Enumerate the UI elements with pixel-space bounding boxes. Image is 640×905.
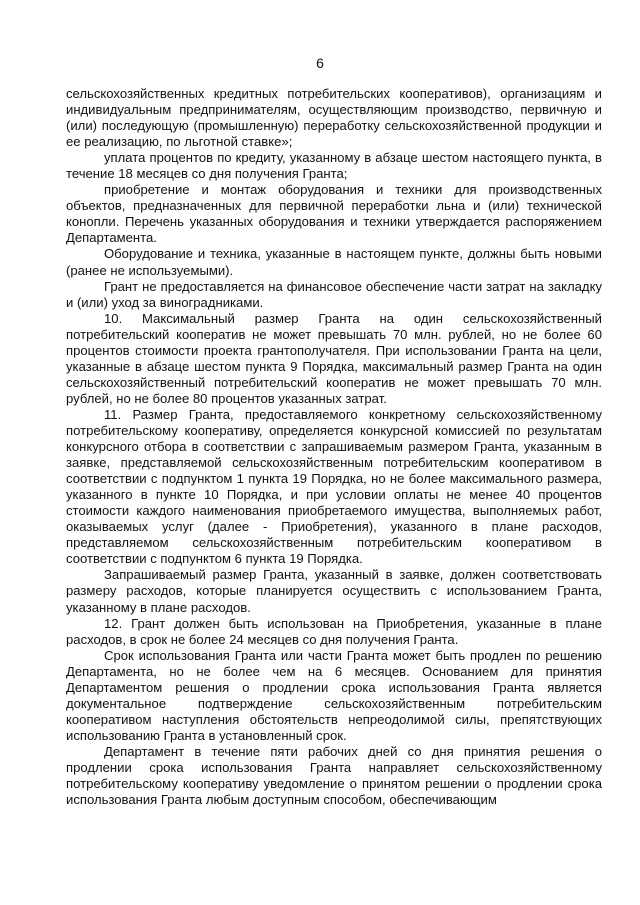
- paragraph-1: сельскохозяйственных кредитных потребительских кооперативов), организациям и индивидуальным предпринимателям, осуществляющим производство, первичную и (или) последующую (промышленную) переработку сельскохозяйственной продукции и ее реализацию, по льготной ставке»;: [66, 86, 602, 150]
- paragraph-10: Срок использования Гранта или части Гранта может быть продлен по решению Департамента, но не более чем на 6 месяцев. Основанием для принятия Департаментом решения о продлении срока использования Гранта является документальное подтверждение сельскохозяйственным потребительским кооперативом наступления обстоятельств непреодолимой силы, препятствующих использованию Гранта в установленный срок.: [66, 647, 602, 743]
- paragraph-9: 12. Грант должен быть использован на Приобретения, указанные в плане расходов, в срок не более 24 месяцев со дня получения Гранта.: [66, 615, 602, 647]
- paragraph-11: Департамент в течение пяти рабочих дней со дня принятия решения о продлении срока использования Гранта направляет сельскохозяйственному потребительскому кооперативу уведомление о принятом решении о продлении срока использования Гранта любым доступным способом, обеспечивающим: [66, 743, 602, 808]
- paragraph-4: Оборудование и техника, указанные в настоящем пункте, должны быть новыми (ранее не используемыми).: [66, 246, 602, 278]
- page-number: 6: [316, 55, 324, 71]
- paragraph-6: 10. Максимальный размер Гранта на один сельскохозяйственный потребительский кооператив не может превышать 70 млн. рублей, но не более 60 процентов стоимости проекта грантополучателя. При использовании Гранта на цели, указанные в абзаце шестом пункта 9 Порядка, максимальный размер Гранта на один сельскохозяйственный потребительский кооператив не может превышать 70 млн. рублей, но не более 80 процентов указанных затрат.: [66, 310, 602, 406]
- paragraph-8: Запрашиваемый размер Гранта, указанный в заявке, должен соответствовать размеру расходов, которые планируется осуществить с использованием Гранта, указанному в плане расходов.: [66, 567, 602, 615]
- paragraph-5: Грант не предоставляется на финансовое обеспечение части затрат на закладку и (или) уход за виноградниками.: [66, 278, 602, 310]
- paragraph-2: уплата процентов по кредиту, указанному в абзаце шестом настоящего пункта, в течение 18 месяцев со дня получения Гранта;: [66, 150, 602, 182]
- paragraph-7: 11. Размер Гранта, предоставляемого конкретному сельскохозяйственному потребительскому кооперативу, определяется конкурсной комиссией по результатам конкурсного отбора в соответствии с запрашиваемым размером Гранта, указанным в заявке, представляемой сельскохозяйственным потребительским кооперативом в соответствии с подпунктом 1 пункта 19 Порядка, но не более максимального размера, указанного в пункте 10 Порядка, и при условии оплаты не менее 40 процентов стоимости каждого наименования приобретаемого имущества, выполняемых работ, оказываемых услуг (далее - Приобретения), указанного в плане расходов, представляемом сельскохозяйственным потребительским кооперативом в соответствии с подпунктом 6 пункта 19 Порядка.: [66, 406, 602, 567]
- document-body: [66, 86, 602, 808]
- paragraph-3: приобретение и монтаж оборудования и техники для производственных объектов, предназначенных для первичной переработки льна и (или) технической конопли. Перечень указанных оборудования и техники утверждается распоряжением Департамента.: [66, 182, 602, 246]
